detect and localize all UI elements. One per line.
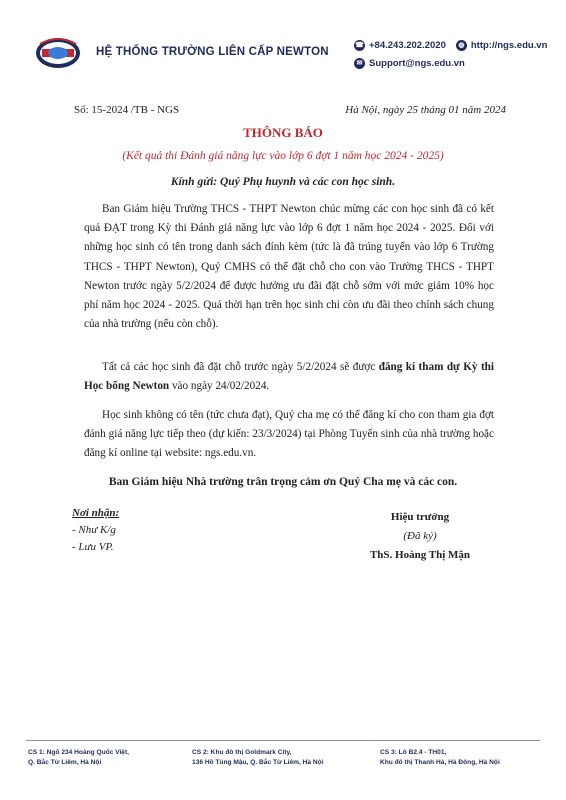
footer-divider: [26, 740, 540, 741]
recipients-block: [72, 505, 119, 556]
paragraph-1: Ban Giám hiệu Trường THCS - THPT Newton chúc mừng các con học sinh đã có kết quả ĐẠT trong Kỳ thi Đánh giá năng lực vào lớp 6 đợt 1 năm học 2024 - 2025. Đối với những học sinh có tên trong danh sách đính kèm (tức là đã trúng tuyển vào lớp 6 Trường THCS - THPT Newton), Quý CMHS có thể đặt chỗ cho con vào Trường THCS - THPT Newton trước ngày 5/2/2024 để được hưởng ưu đãi đặt chỗ sớm với mức giảm 10% học phí năm học 2024 - 2025. Quá thời hạn trên học sinh chỉ còn ưu đãi theo chính sách chung của nhà trường (nếu còn chỗ).: [84, 203, 494, 331]
contact-info: [354, 38, 557, 74]
email-contact[interactable]: [354, 58, 465, 69]
org-name: HỆ THỐNG TRƯỜNG LIÊN CẤP NEWTON: [96, 46, 329, 58]
greeting: Kính gửi: Quý Phụ huynh và các con học sinh.: [170, 176, 396, 188]
document-title: THÔNG BÁO: [243, 125, 323, 140]
phone-contact: [354, 40, 446, 51]
mail-icon: ✉: [354, 58, 365, 69]
newton-logo-icon: [34, 36, 82, 70]
website-contact[interactable]: [456, 40, 548, 51]
email-link[interactable]: Support@ngs.edu.vn: [369, 57, 465, 69]
recipient-item: - Lưu VP.: [72, 541, 114, 553]
campus-3-line-1: CS 3: Lô B2.4 - TH01,: [380, 749, 447, 756]
paragraph-2-start: Tất cả các học sinh đã đặt chỗ trước ngày 5/2/2024 sẽ được: [102, 361, 379, 373]
globe-icon: ◍: [456, 40, 467, 51]
campus-2-line-2: 136 Hồ Tùng Mậu, Q. Bắc Từ Liêm, Hà Nội: [192, 759, 324, 766]
signer-role: Hiệu trưởng: [390, 511, 450, 523]
recipients-label: Nơi nhận:: [72, 507, 120, 519]
signer-name: ThS. Hoàng Thị Mận: [369, 549, 471, 561]
document-number: Số: 15-2024 /TB - NGS: [74, 104, 180, 116]
campus-1-line-1: CS 1: Ngõ 234 Hoàng Quốc Việt,: [28, 749, 130, 756]
phone-number: +84.243.202.2020: [369, 39, 446, 51]
document-date: Hà Nội, ngày 25 tháng 01 năm 2024: [345, 104, 506, 116]
paragraph-2-end: vào ngày 24/02/2024.: [169, 380, 270, 393]
document-subtitle: (Kết quả thi Đánh giá năng lực vào lớp 6 đợt 1 năm học 2024 - 2025): [122, 150, 444, 162]
footer-campus-1: [28, 748, 129, 768]
signature-block: [350, 508, 490, 565]
phone-icon: ☎: [354, 40, 365, 51]
footer-campus-3: [380, 748, 500, 768]
letterhead: [0, 0, 566, 80]
signed-status: (Đã ký): [403, 530, 437, 542]
campus-3-line-2: Khu đô thị Thanh Hà, Hà Đông, Hà Nội: [380, 759, 500, 766]
footer-campus-2: [192, 748, 324, 768]
paragraph-2-highlight: đăng kí tham dự Kỳ thi Học bổng Newton: [84, 361, 494, 393]
paragraph-3: Học sinh không có tên (tức chưa đạt), Quý cha mẹ có thể đăng kí cho con tham gia đợt đánh giá năng lực tiếp theo (dự kiến: 23/3/2024) tại Phòng Tuyển sinh của nhà trường hoặc đăng kí online tại website: ngs.edu.vn.: [84, 409, 494, 460]
recipient-item: - Như K/g: [72, 524, 116, 536]
paragraph-2: [84, 358, 494, 396]
thanks-line: Ban Giám hiệu Nhà trường trân trọng cảm ơn Quý Cha mẹ và các con.: [108, 476, 458, 488]
campus-2-line-1: CS 2: Khu đô thị Goldmark City,: [192, 749, 292, 756]
website-link[interactable]: http://ngs.edu.vn: [470, 39, 548, 51]
campus-1-line-2: Q. Bắc Từ Liêm, Hà Nội: [28, 759, 102, 766]
